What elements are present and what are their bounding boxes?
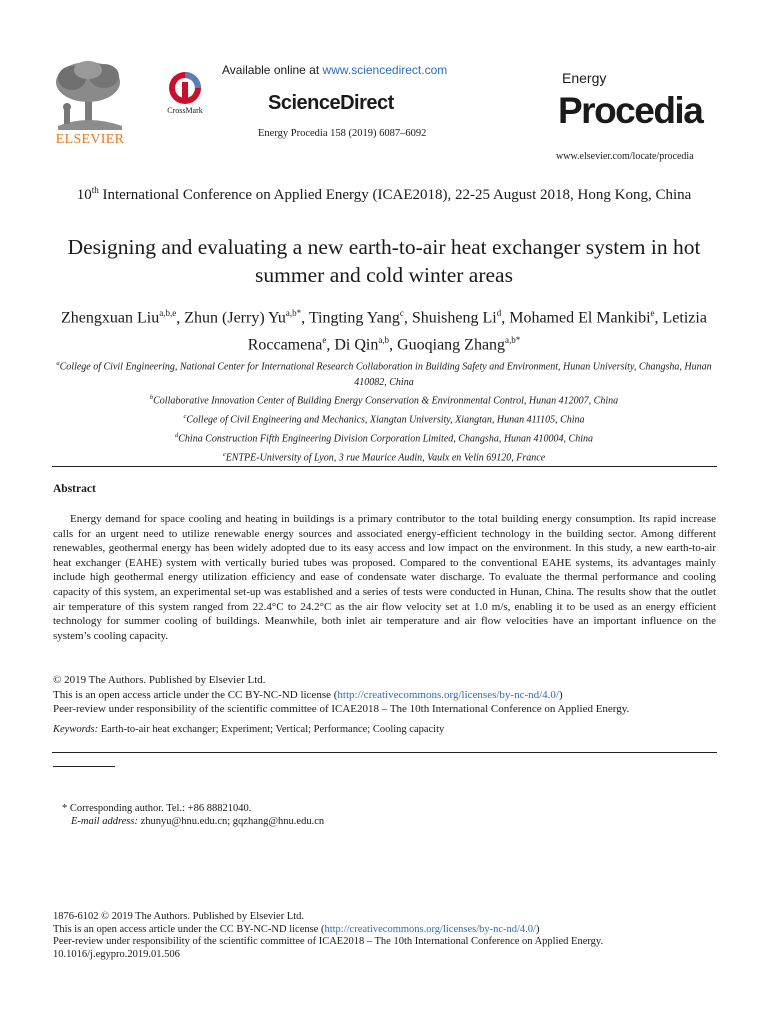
affiliation-item xyxy=(40,428,728,447)
journal-logo-big: Procedia xyxy=(558,90,703,131)
top-divider xyxy=(52,466,717,467)
author-affiliation-marker: d xyxy=(496,308,502,318)
elsevier-wordmark: ELSEVIER xyxy=(55,132,125,147)
conference-ordinal-sup: th xyxy=(91,185,99,195)
journal-url[interactable]: www.elsevier.com/locate/procedia xyxy=(556,151,694,162)
author-name: Shuisheng Li xyxy=(411,309,497,327)
author-affiliation-marker: e xyxy=(322,335,327,346)
affiliation-marker: b xyxy=(149,394,154,402)
conference-line xyxy=(40,182,728,203)
conference-name: International Conference on Applied Energy (ICAE2018), 22-25 August 2018, Hong Kong, China xyxy=(98,187,692,203)
author-affiliation-marker: a,b* xyxy=(285,308,302,318)
footer-doi[interactable]: 10.1016/j.egypro.2019.01.506 xyxy=(53,948,180,960)
email-line xyxy=(71,816,324,827)
abstract-heading: Abstract xyxy=(53,483,96,495)
author-separator: , xyxy=(389,336,398,354)
crossmark-badge[interactable] xyxy=(160,70,210,118)
author-affiliation-marker: a,b* xyxy=(505,335,521,346)
author-separator: , xyxy=(403,309,412,327)
footer-peer-review: Peer-review under responsibility of the scientific committee of ICAE2018 – The 10th International Conference on Applied Energy. xyxy=(53,936,604,947)
author-name: Tingting Yang xyxy=(308,309,400,327)
footer-open-suffix: ) xyxy=(535,923,540,935)
conference-ordinal: 10 xyxy=(76,187,92,203)
crossmark-label: CrossMark xyxy=(167,106,203,115)
footer-issn: 1876-6102 © 2019 The Authors. Published by Elsevier Ltd. xyxy=(53,911,305,922)
corresponding-author: * Corresponding author. Tel.: +86 88821040. xyxy=(62,803,252,814)
author-name: Di Qin xyxy=(334,336,379,354)
journal-reference: Energy Procedia 158 (2019) 6087–6092 xyxy=(258,128,427,139)
author-name: Zhengxuan Liu xyxy=(61,309,160,327)
affiliation-text: China Construction Fifth Engineering Division Corporation Limited, Changsha, Hunan 410004, China xyxy=(178,433,593,445)
sciencedirect-logo: ScienceDirect xyxy=(268,92,394,114)
sciencedirect-link[interactable]: www.sciencedirect.com xyxy=(322,63,448,77)
keywords-label: Keywords: xyxy=(53,724,99,735)
author-affiliation-marker: e xyxy=(650,308,655,318)
crossmark-icon xyxy=(160,70,210,106)
author-name: Guoqiang Zhang xyxy=(397,336,506,354)
author-separator: , xyxy=(326,336,335,354)
author-affiliation-marker: a,b xyxy=(378,335,390,346)
affiliation-text: College of Civil Engineering and Mechanics, Xiangtan University, Xiangtan, Hunan 411105, China xyxy=(186,414,585,426)
affiliation-item xyxy=(40,356,728,390)
author-separator: , xyxy=(654,309,663,327)
affiliation-item xyxy=(40,447,728,466)
email-addresses[interactable]: zhunyu@hnu.edu.cn; gqzhang@hnu.edu.cn xyxy=(137,816,325,827)
affiliation-marker: e xyxy=(222,450,226,458)
affiliation-marker: d xyxy=(175,431,179,439)
open-access-suffix: ) xyxy=(559,689,563,701)
author-affiliation-marker: a,b,e xyxy=(159,308,177,318)
bottom-divider xyxy=(52,752,717,753)
affiliation-list xyxy=(40,356,728,466)
email-label: E-mail address: xyxy=(71,816,138,827)
affiliation-item xyxy=(40,409,728,428)
open-access-line xyxy=(53,688,733,703)
elsevier-logo xyxy=(50,60,130,146)
abstract-body: Energy demand for space cooling and heating in buildings is a primary contributor to the total building energy consumption. Its rapid increase calls for an urgent need to utilize renewable energy sources and associated energy-efficient technology in the building sector. Among different renewables, geothermal energy has been widely adopted due to its easy access and low impact on the environment. In this study, a new earth-to-air heat exchanger (EAHE) system with vertically buried tubes was proposed. Compared to the conventional EAHE systems, its advantages mainly include high geothermal energy utilization efficiency and ease of condensate water discharge. To evaluate the thermal performance and cooling capacity of this system, an experimental set-up was established and a series of tests were conducted in Hunan, China. The results show that the outlet air temperature of this system ranged from 22.4°C to 24.2°C as the air flow velocity set at 1.0 m/s, enabling it to be used as an energy efficient technology for summer cooling of buildings. Meanwhile, both inlet air temperature and air flow velocities have an important influence on the system’s cooling capacity. xyxy=(53,513,716,642)
keywords-line xyxy=(53,724,444,735)
author-separator: , xyxy=(301,309,309,327)
footer-open-access xyxy=(53,924,733,937)
keywords-text: Earth-to-air heat exchanger; Experiment; Vertical; Performance; Cooling capacity xyxy=(98,724,445,735)
footer-open-prefix: This is an open access article under the CC BY-NC-ND license ( xyxy=(53,923,325,935)
footer-license-link[interactable]: http://creativecommons.org/licenses/by-nc-nd/4.0/ xyxy=(324,923,536,935)
author-separator: , xyxy=(176,309,185,327)
paper-title: Designing and evaluating a new earth-to-air heat exchanger system in hot summer and cold winter areas xyxy=(67,235,701,287)
affiliation-text: College of Civil Engineering, National Center for International Research Collaboration in Building Safety and Environment, Hunan University, Changsha, Hunan 410082, China xyxy=(59,361,712,388)
open-access-prefix: This is an open access article under the CC BY-NC-ND license ( xyxy=(53,689,338,701)
footnote-rule xyxy=(53,766,115,767)
affiliation-marker: c xyxy=(183,413,187,421)
author-name: Letizia Roccamena xyxy=(247,309,707,354)
footer-block xyxy=(53,911,733,961)
availability-line xyxy=(222,63,472,77)
availability-prefix: Available online at xyxy=(222,63,323,77)
author-name: Zhun (Jerry) Yu xyxy=(184,309,286,327)
author-separator: , xyxy=(501,309,510,327)
author-affiliation-marker: c xyxy=(399,308,404,318)
copyright-line: © 2019 The Authors. Published by Elsevier Ltd. xyxy=(53,674,266,686)
journal-logo-small: Energy xyxy=(562,70,607,86)
author-name: Mohamed El Mankibi xyxy=(509,309,651,327)
affiliation-item xyxy=(40,390,728,409)
author-list xyxy=(40,302,728,357)
affiliation-marker: a xyxy=(56,360,60,367)
peer-review-line: Peer-review under responsibility of the scientific committee of ICAE2018 – The 10th International Conference on Applied Energy. xyxy=(53,703,630,715)
affiliation-text: Collaborative Innovation Center of Building Energy Conservation & Environmental Control, Hunan 412007, China xyxy=(153,395,619,407)
affiliation-text: ENTPE-University of Lyon, 3 rue Maurice Audin, Vaulx en Velin 69120, France xyxy=(225,452,546,464)
license-link[interactable]: http://creativecommons.org/licenses/by-nc-nd/4.0/ xyxy=(337,689,559,701)
